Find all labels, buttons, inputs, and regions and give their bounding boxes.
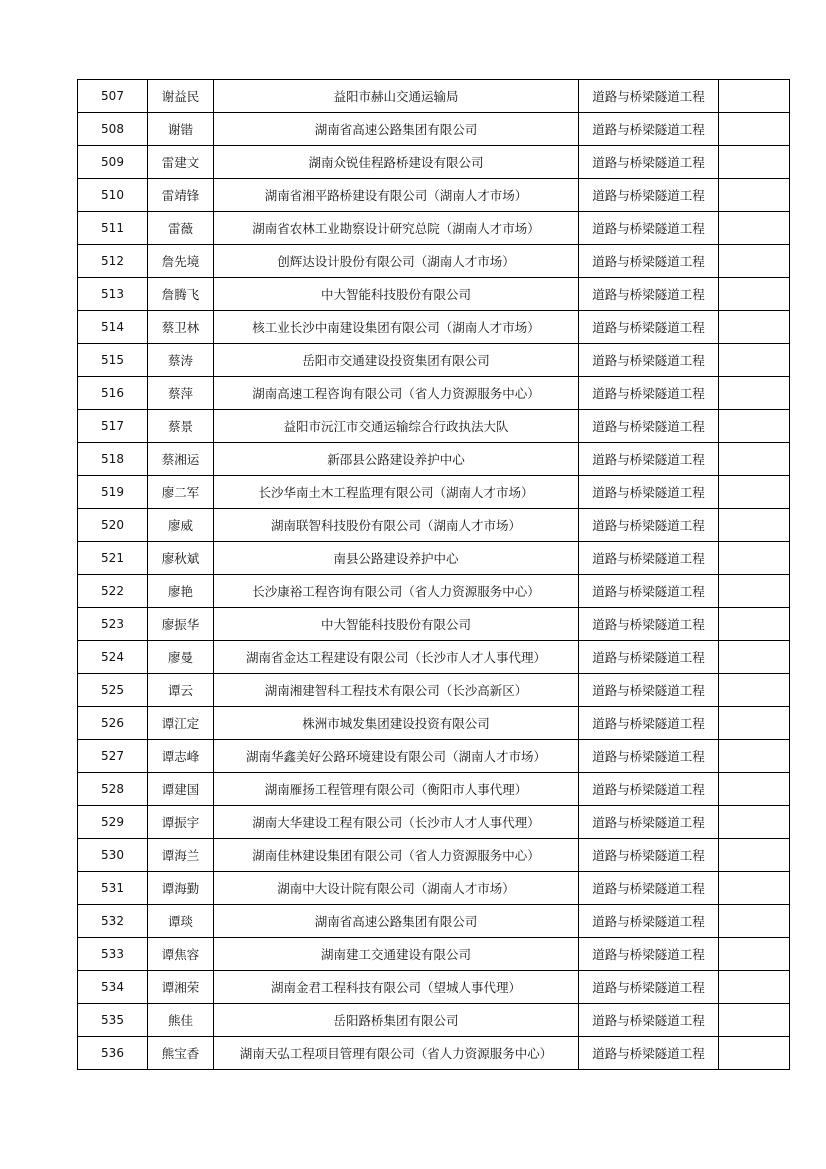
- person-name-cell: 谭海兰: [148, 839, 214, 872]
- row-number-cell: 517: [78, 410, 148, 443]
- work-unit-cell: 湖南中大设计院有限公司（湖南人才市场）: [214, 872, 579, 905]
- person-name-cell: 谭焦容: [148, 938, 214, 971]
- person-name-cell: 蔡萍: [148, 377, 214, 410]
- person-name-cell: 廖曼: [148, 641, 214, 674]
- remarks-cell: [719, 509, 790, 542]
- row-number-cell: 531: [78, 872, 148, 905]
- remarks-cell: [719, 443, 790, 476]
- work-unit-cell: 湖南省高速公路集团有限公司: [214, 905, 579, 938]
- work-unit-cell: 湖南省农林工业勘察设计研究总院（湖南人才市场）: [214, 212, 579, 245]
- row-number-cell: 533: [78, 938, 148, 971]
- person-name-cell: 谭振宇: [148, 806, 214, 839]
- remarks-cell: [719, 740, 790, 773]
- table-row: [78, 410, 790, 443]
- person-name-cell: 廖秋斌: [148, 542, 214, 575]
- specialty-cell: 道路与桥梁隧道工程: [579, 641, 719, 674]
- roster-table: [77, 79, 790, 1070]
- remarks-cell: [719, 839, 790, 872]
- row-number-cell: 510: [78, 179, 148, 212]
- remarks-cell: [719, 1037, 790, 1070]
- remarks-cell: [719, 872, 790, 905]
- table-row: [78, 179, 790, 212]
- work-unit-cell: 湖南省高速公路集团有限公司: [214, 113, 579, 146]
- person-name-cell: 谢益民: [148, 80, 214, 113]
- table-row: [78, 542, 790, 575]
- row-number-cell: 519: [78, 476, 148, 509]
- specialty-cell: 道路与桥梁隧道工程: [579, 1037, 719, 1070]
- person-name-cell: 熊佳: [148, 1004, 214, 1037]
- roster-table-body: [78, 80, 790, 1070]
- work-unit-cell: 湖南金君工程科技有限公司（望城人事代理）: [214, 971, 579, 1004]
- specialty-cell: 道路与桥梁隧道工程: [579, 674, 719, 707]
- specialty-cell: 道路与桥梁隧道工程: [579, 443, 719, 476]
- row-number-cell: 514: [78, 311, 148, 344]
- table-row: [78, 806, 790, 839]
- remarks-cell: [719, 476, 790, 509]
- person-name-cell: 蔡景: [148, 410, 214, 443]
- person-name-cell: 詹先境: [148, 245, 214, 278]
- table-row: [78, 443, 790, 476]
- work-unit-cell: 中大智能科技股份有限公司: [214, 608, 579, 641]
- row-number-cell: 534: [78, 971, 148, 1004]
- table-row: [78, 740, 790, 773]
- remarks-cell: [719, 278, 790, 311]
- work-unit-cell: 湖南佳林建设集团有限公司（省人力资源服务中心）: [214, 839, 579, 872]
- table-row: [78, 377, 790, 410]
- person-name-cell: 熊宝香: [148, 1037, 214, 1070]
- remarks-cell: [719, 245, 790, 278]
- remarks-cell: [719, 344, 790, 377]
- person-name-cell: 谭云: [148, 674, 214, 707]
- table-row: [78, 509, 790, 542]
- person-name-cell: 谭建国: [148, 773, 214, 806]
- table-row: [78, 1037, 790, 1070]
- table-row: [78, 311, 790, 344]
- person-name-cell: 雷建文: [148, 146, 214, 179]
- specialty-cell: 道路与桥梁隧道工程: [579, 146, 719, 179]
- table-row: [78, 113, 790, 146]
- work-unit-cell: 湖南湘建智科工程技术有限公司（长沙高新区）: [214, 674, 579, 707]
- specialty-cell: 道路与桥梁隧道工程: [579, 377, 719, 410]
- table-row: [78, 674, 790, 707]
- row-number-cell: 509: [78, 146, 148, 179]
- table-row: [78, 575, 790, 608]
- row-number-cell: 532: [78, 905, 148, 938]
- table-row: [78, 839, 790, 872]
- row-number-cell: 529: [78, 806, 148, 839]
- person-name-cell: 廖二军: [148, 476, 214, 509]
- work-unit-cell: 益阳市赫山交通运输局: [214, 80, 579, 113]
- remarks-cell: [719, 641, 790, 674]
- row-number-cell: 527: [78, 740, 148, 773]
- work-unit-cell: 湖南天弘工程项目管理有限公司（省人力资源服务中心）: [214, 1037, 579, 1070]
- specialty-cell: 道路与桥梁隧道工程: [579, 113, 719, 146]
- table-row: [78, 146, 790, 179]
- row-number-cell: 515: [78, 344, 148, 377]
- person-name-cell: 蔡涛: [148, 344, 214, 377]
- person-name-cell: 廖艳: [148, 575, 214, 608]
- specialty-cell: 道路与桥梁隧道工程: [579, 80, 719, 113]
- table-row: [78, 245, 790, 278]
- person-name-cell: 廖威: [148, 509, 214, 542]
- specialty-cell: 道路与桥梁隧道工程: [579, 575, 719, 608]
- remarks-cell: [719, 608, 790, 641]
- work-unit-cell: 湖南建工交通建设有限公司: [214, 938, 579, 971]
- work-unit-cell: 湖南省金达工程建设有限公司（长沙市人才人事代理）: [214, 641, 579, 674]
- row-number-cell: 516: [78, 377, 148, 410]
- remarks-cell: [719, 113, 790, 146]
- person-name-cell: 雷靖锋: [148, 179, 214, 212]
- work-unit-cell: 湖南联智科技股份有限公司（湖南人才市场）: [214, 509, 579, 542]
- row-number-cell: 520: [78, 509, 148, 542]
- row-number-cell: 507: [78, 80, 148, 113]
- table-row: [78, 707, 790, 740]
- table-row: [78, 476, 790, 509]
- table-row: [78, 278, 790, 311]
- row-number-cell: 528: [78, 773, 148, 806]
- remarks-cell: [719, 575, 790, 608]
- work-unit-cell: 新邵县公路建设养护中心: [214, 443, 579, 476]
- remarks-cell: [719, 311, 790, 344]
- work-unit-cell: 湖南大华建设工程有限公司（长沙市人才人事代理）: [214, 806, 579, 839]
- table-row: [78, 905, 790, 938]
- work-unit-cell: 核工业长沙中南建设集团有限公司（湖南人才市场）: [214, 311, 579, 344]
- specialty-cell: 道路与桥梁隧道工程: [579, 707, 719, 740]
- remarks-cell: [719, 212, 790, 245]
- table-row: [78, 80, 790, 113]
- remarks-cell: [719, 179, 790, 212]
- remarks-cell: [719, 938, 790, 971]
- row-number-cell: 530: [78, 839, 148, 872]
- remarks-cell: [719, 806, 790, 839]
- table-row: [78, 641, 790, 674]
- table-row: [78, 212, 790, 245]
- specialty-cell: 道路与桥梁隧道工程: [579, 212, 719, 245]
- row-number-cell: 518: [78, 443, 148, 476]
- work-unit-cell: 株洲市城发集团建设投资有限公司: [214, 707, 579, 740]
- specialty-cell: 道路与桥梁隧道工程: [579, 773, 719, 806]
- remarks-cell: [719, 773, 790, 806]
- row-number-cell: 526: [78, 707, 148, 740]
- work-unit-cell: 湖南华鑫美好公路环境建设有限公司（湖南人才市场）: [214, 740, 579, 773]
- specialty-cell: 道路与桥梁隧道工程: [579, 839, 719, 872]
- remarks-cell: [719, 971, 790, 1004]
- row-number-cell: 512: [78, 245, 148, 278]
- remarks-cell: [719, 542, 790, 575]
- specialty-cell: 道路与桥梁隧道工程: [579, 542, 719, 575]
- person-name-cell: 雷薇: [148, 212, 214, 245]
- person-name-cell: 谭江定: [148, 707, 214, 740]
- specialty-cell: 道路与桥梁隧道工程: [579, 938, 719, 971]
- table-row: [78, 971, 790, 1004]
- remarks-cell: [719, 80, 790, 113]
- specialty-cell: 道路与桥梁隧道工程: [579, 245, 719, 278]
- work-unit-cell: 岳阳路桥集团有限公司: [214, 1004, 579, 1037]
- specialty-cell: 道路与桥梁隧道工程: [579, 344, 719, 377]
- remarks-cell: [719, 377, 790, 410]
- work-unit-cell: 湖南高速工程咨询有限公司（省人力资源服务中心）: [214, 377, 579, 410]
- specialty-cell: 道路与桥梁隧道工程: [579, 179, 719, 212]
- remarks-cell: [719, 674, 790, 707]
- work-unit-cell: 益阳市沅江市交通运输综合行政执法大队: [214, 410, 579, 443]
- table-row: [78, 872, 790, 905]
- row-number-cell: 523: [78, 608, 148, 641]
- specialty-cell: 道路与桥梁隧道工程: [579, 740, 719, 773]
- work-unit-cell: 南县公路建设养护中心: [214, 542, 579, 575]
- person-name-cell: 蔡湘运: [148, 443, 214, 476]
- remarks-cell: [719, 707, 790, 740]
- row-number-cell: 508: [78, 113, 148, 146]
- remarks-cell: [719, 146, 790, 179]
- work-unit-cell: 湖南省湘平路桥建设有限公司（湖南人才市场）: [214, 179, 579, 212]
- specialty-cell: 道路与桥梁隧道工程: [579, 872, 719, 905]
- specialty-cell: 道路与桥梁隧道工程: [579, 1004, 719, 1037]
- specialty-cell: 道路与桥梁隧道工程: [579, 278, 719, 311]
- remarks-cell: [719, 1004, 790, 1037]
- remarks-cell: [719, 905, 790, 938]
- specialty-cell: 道路与桥梁隧道工程: [579, 608, 719, 641]
- person-name-cell: 蔡卫林: [148, 311, 214, 344]
- row-number-cell: 511: [78, 212, 148, 245]
- row-number-cell: 524: [78, 641, 148, 674]
- specialty-cell: 道路与桥梁隧道工程: [579, 311, 719, 344]
- specialty-cell: 道路与桥梁隧道工程: [579, 971, 719, 1004]
- specialty-cell: 道路与桥梁隧道工程: [579, 410, 719, 443]
- remarks-cell: [719, 410, 790, 443]
- table-row: [78, 938, 790, 971]
- work-unit-cell: 长沙康裕工程咨询有限公司（省人力资源服务中心）: [214, 575, 579, 608]
- table-row: [78, 773, 790, 806]
- row-number-cell: 522: [78, 575, 148, 608]
- person-name-cell: 谭湘荣: [148, 971, 214, 1004]
- row-number-cell: 521: [78, 542, 148, 575]
- work-unit-cell: 湖南众锐佳程路桥建设有限公司: [214, 146, 579, 179]
- specialty-cell: 道路与桥梁隧道工程: [579, 905, 719, 938]
- specialty-cell: 道路与桥梁隧道工程: [579, 476, 719, 509]
- person-name-cell: 谭琰: [148, 905, 214, 938]
- specialty-cell: 道路与桥梁隧道工程: [579, 509, 719, 542]
- work-unit-cell: 湖南雁扬工程管理有限公司（衡阳市人事代理）: [214, 773, 579, 806]
- specialty-cell: 道路与桥梁隧道工程: [579, 806, 719, 839]
- work-unit-cell: 岳阳市交通建设投资集团有限公司: [214, 344, 579, 377]
- table-row: [78, 1004, 790, 1037]
- person-name-cell: 詹腾飞: [148, 278, 214, 311]
- work-unit-cell: 中大智能科技股份有限公司: [214, 278, 579, 311]
- person-name-cell: 廖振华: [148, 608, 214, 641]
- table-row: [78, 344, 790, 377]
- work-unit-cell: 长沙华南土木工程监理有限公司（湖南人才市场）: [214, 476, 579, 509]
- table-row: [78, 608, 790, 641]
- person-name-cell: 谭志峰: [148, 740, 214, 773]
- person-name-cell: 谢锴: [148, 113, 214, 146]
- row-number-cell: 525: [78, 674, 148, 707]
- row-number-cell: 513: [78, 278, 148, 311]
- row-number-cell: 535: [78, 1004, 148, 1037]
- person-name-cell: 谭海勤: [148, 872, 214, 905]
- row-number-cell: 536: [78, 1037, 148, 1070]
- work-unit-cell: 创辉达设计股份有限公司（湖南人才市场）: [214, 245, 579, 278]
